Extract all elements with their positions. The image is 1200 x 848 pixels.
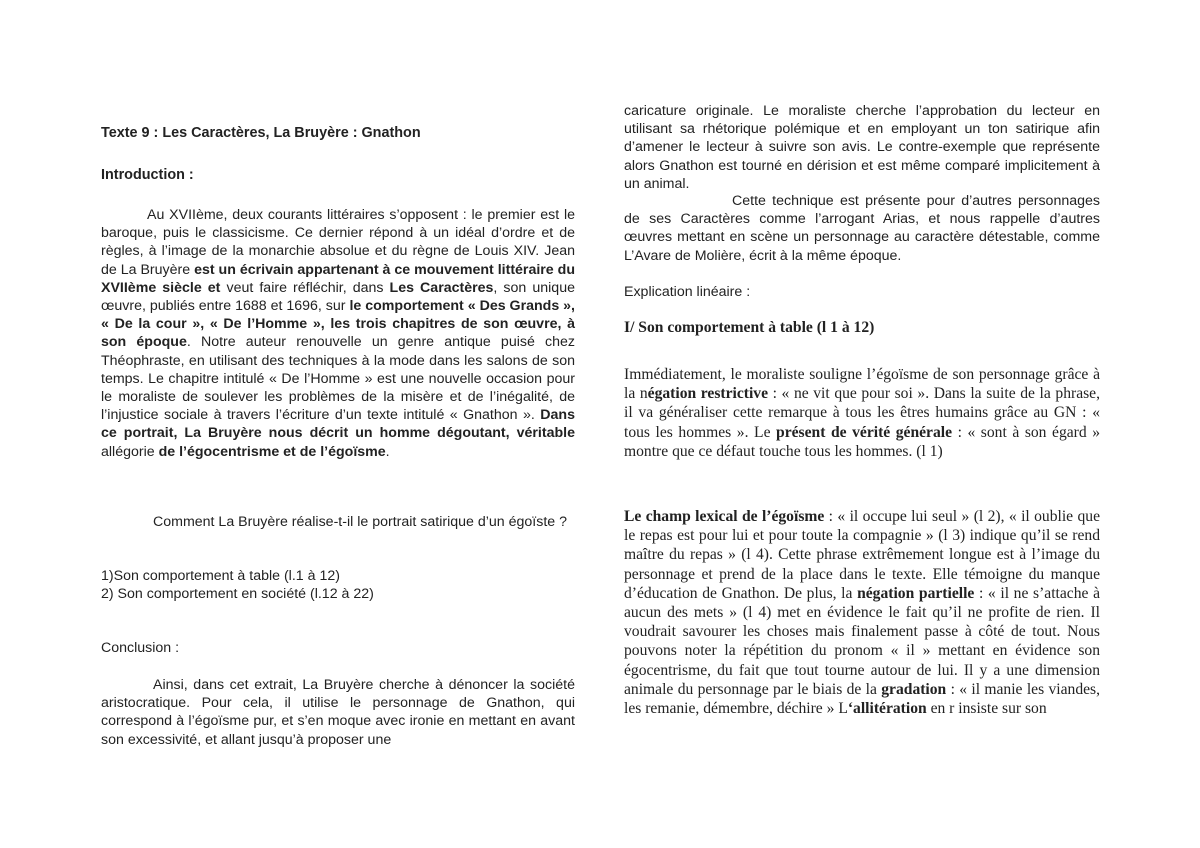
problematique: Comment La Bruyère réalise-t-il le portrait satirique d’un égoïste ? (153, 514, 567, 530)
introduction-paragraph (101, 206, 575, 461)
para-bold: ‘allitération (847, 700, 927, 718)
intro-text: . Notre auteur renouvelle un genre antique puisé chez Théophraste, en utilisant des techniques à la mode dans les salons de son temps. Le chapitre intitulé « De l’Homme » est une nouvelle occasion pour le moraliste de soulever les problèmes de la misère et de l’inégalité, de l’injustice sociale à travers l’écriture d’un texte intitulé « Gnathon ». (101, 334, 575, 424)
part1-paragraph-2 (624, 507, 1100, 718)
conclusion-heading: Conclusion : (101, 640, 180, 656)
para-bold: négation partielle (857, 584, 975, 602)
para-bold: Le champ lexical de l’égoïsme (624, 508, 825, 525)
intro-text: , son unique œuvre, publiés entre 1688 et 1696, sur (101, 279, 575, 315)
intro-text: veut faire réfléchir, dans (220, 279, 390, 296)
plan-item: 2) Son comportement en société (l.12 à 22) (101, 586, 374, 602)
plan-item: 1)Son comportement à table (l.1 à 12) (101, 568, 340, 584)
para-text: Immédiatement, le moraliste souligne l’égoïsme de son personnage grâce à la n (624, 366, 1100, 403)
part1-paragraph-1 (624, 365, 1100, 461)
intro-text: Au XVIIème, deux courants littéraires s’opposent : le premier est le baroque, puis le classicisme. Ce dernier répond à un idéal d’ordre et de règles, à l’image de la monarchie absolue et du règne de Louis XIV. Jean de La Bruyère (101, 207, 575, 278)
part1-heading: I/ Son comportement à table (l 1 à 12) (624, 319, 875, 336)
intro-text: allégorie (101, 443, 159, 460)
para-bold: présent de vérité générale (776, 423, 953, 441)
para-bold: gradation (881, 680, 947, 698)
intro-bold: de l’égocentrisme et de l’égoïsme (158, 443, 386, 460)
intro-bold: Les Caractères (389, 279, 494, 296)
intro-text: . (385, 443, 390, 460)
introduction-heading: Introduction : (101, 167, 194, 183)
intro-bold: le comportement « Des Grands », « De la cour », « De l’Homme », les trois chapitres de son œuvre, à son époque (101, 298, 575, 351)
para-text: : « il occupe lui seul » (l 2), « il oublie que le repas est pour lui et pour toute la compagnie » (l 3) indique qu’il se rend maître du repas » (l 4). Cette phrase extrêmement longue est à l’image du personnage et prend de la place dans le texte. Elle témoigne du manque d’éducation de Gnathon. De plus, la (624, 508, 1100, 602)
para-bold: égation restrictive (647, 385, 769, 403)
document-title: Texte 9 : Les Caractères, La Bruyère : Gnathon (101, 125, 421, 141)
conclusion-continuation: caricature originale. Le moraliste cherche l’approbation du lecteur en utilisant sa rhétorique polémique et en employant un ton satirique afin d’amener le lecteur à suivre son avis. Le contre-exemple que représente alors Gnathon est tourné en dérision et est même comparé implicitement à un animal. (624, 103, 1100, 192)
para-text: en r insiste sur son (926, 700, 1047, 718)
para-text: : « sont à son égard » montre que ce défaut touche tous les hommes. (l 1) (624, 423, 1100, 460)
para-text: : « ne vit que pour soi ». Dans la suite de la phrase, il va généraliser cette remarque à tous les êtres humains grâce au GN : « tous les hommes ». Le (624, 385, 1101, 441)
conclusion-ouverture: Cette technique est présente pour d’autres personnages de ses Caractères comme l’arrogant Arias, et nous rappelle d’autres œuvres mettant en scène un personnage au caractère détestable, comme L’Avare de Molière, écrit à la même époque. (624, 193, 1100, 264)
para-text: : « il manie les viandes, les remanie, démembre, déchire » L (624, 680, 1101, 718)
conclusion-paragraph: Ainsi, dans cet extrait, La Bruyère cherche à dénoncer la société aristocratique. Pour cela, il utilise le personnage de Gnathon, qui correspond à l’égoïsme pur, et s’en moque avec ironie en mettant en avant son excessivité, et allant jusqu’à proposer une (101, 677, 575, 748)
intro-bold: Dans ce portrait, La Bruyère nous décrit un homme dégoutant, véritable (101, 407, 575, 442)
explication-heading: Explication linéaire : (624, 284, 751, 300)
para-text: : « il ne s’attache à aucun des mets » (l 4) met en évidence le fait qu’il ne profite de rien. Il voudrait savourer les choses mais finalement passe à côté de tout. Nous pouvons noter la répétition du pronom « il » mettant en évidence son égocentrisme, du fait que tout tourne autour de lui. Il y a une dimension animale du personnage par le biais de la (624, 584, 1100, 698)
intro-bold: est un écrivain appartenant à ce mouvement littéraire du XVIIème siècle et (101, 261, 575, 296)
